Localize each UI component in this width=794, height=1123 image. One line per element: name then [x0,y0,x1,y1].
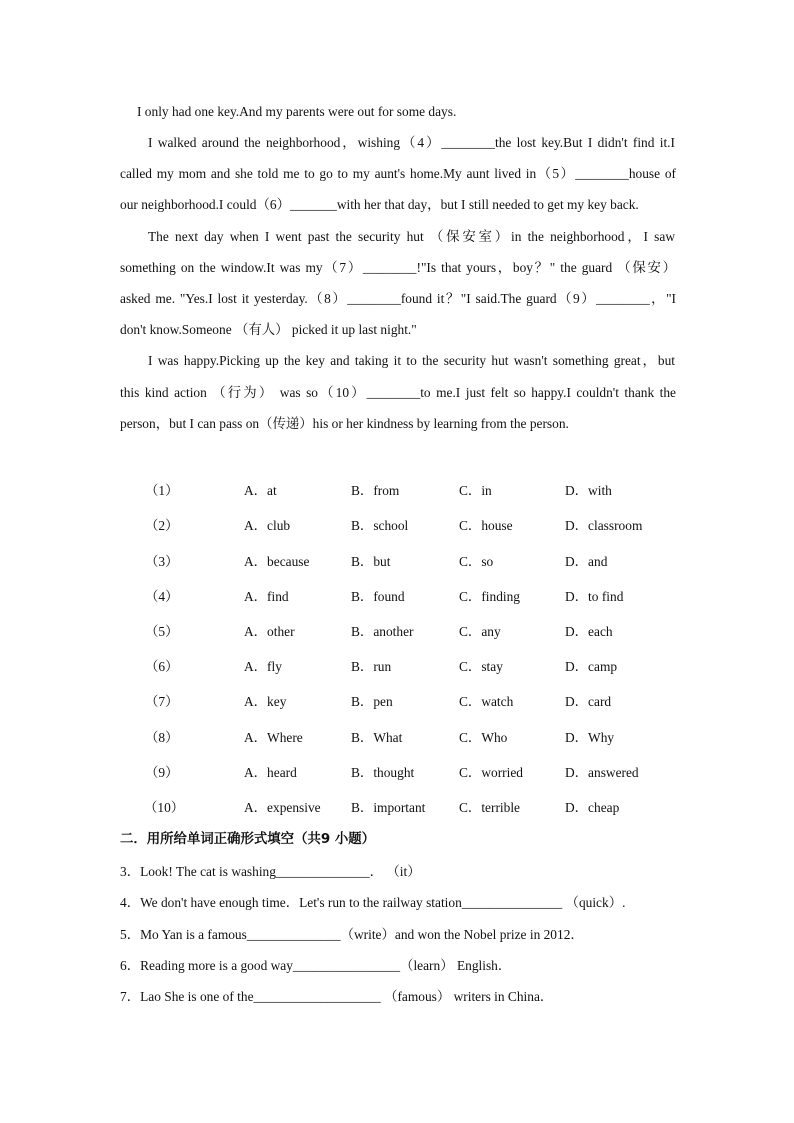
option-d[interactable]: D．with [565,483,612,498]
option-b[interactable]: B．but [351,554,391,569]
question-number: （5） [145,624,179,639]
option-row [0,586,794,604]
question-number: （2） [145,518,179,533]
option-c[interactable]: C．in [459,483,492,498]
question-number: （10） [144,800,185,815]
option-c[interactable]: C．finding [459,589,521,604]
option-row [0,762,794,780]
option-row [0,551,794,569]
option-b[interactable]: B．from [351,483,400,498]
passage-line: don't know.Someone （有人） picked it up last night." [120,322,417,337]
option-a[interactable]: A．club [244,518,291,533]
passage-line: something on the window.It was my（7）________!"Is that yours，boy？" the guard （保安） [120,260,676,275]
option-c[interactable]: C．any [459,624,501,639]
option-c[interactable]: C．terrible [459,800,520,815]
option-a[interactable]: A．key [244,694,287,709]
option-row [0,480,794,498]
option-a[interactable]: A．at [244,483,277,498]
option-c[interactable]: C．house [459,518,513,533]
option-a[interactable]: A．other [244,624,295,639]
option-c[interactable]: C．stay [459,659,503,674]
option-a[interactable]: A．heard [244,765,297,780]
option-a[interactable]: A．because [244,554,310,569]
option-b[interactable]: B．important [351,800,426,815]
fill-question: 3．Look! The cat is washing______________． （it） [120,864,421,879]
option-d[interactable]: D．to find [565,589,624,604]
passage-line: I only had one key.And my parents were out for some days. [137,104,457,119]
option-a[interactable]: A．expensive [244,800,321,815]
option-row [0,691,794,709]
option-row [0,797,794,815]
option-d[interactable]: D．camp [565,659,618,674]
option-c[interactable]: C．so [459,554,494,569]
question-number: （6） [145,659,179,674]
option-d[interactable]: D．each [565,624,613,639]
option-row [0,727,794,745]
section-title: 二．用所给单词正确形式填空（共9 小题） [120,832,376,847]
option-b[interactable]: B．school [351,518,409,533]
question-number: （3） [145,554,179,569]
option-d[interactable]: D．classroom [565,518,643,533]
option-b[interactable]: B．thought [351,765,415,780]
passage-line: The next day when I went past the security hut （保安室）in the neighborhood，I saw [148,229,675,244]
option-a[interactable]: A．find [244,589,289,604]
option-d[interactable]: D．card [565,694,612,709]
option-d[interactable]: D．answered [565,765,639,780]
option-c[interactable]: C．worried [459,765,523,780]
passage-line: called my mom and she told me to go to my aunt's home.My aunt lived in（5）________house of [120,166,676,181]
fill-question: 5．Mo Yan is a famous______________（write）and won the Nobel prize in 2012． [120,927,584,942]
option-b[interactable]: B．found [351,589,405,604]
option-row [0,515,794,533]
option-d[interactable]: D．Why [565,730,615,745]
passage-line: our neighborhood.I could（6）_______with her that day，but I still needed to get my key back. [120,197,639,212]
passage-line: person，but I can pass on（传递）his or her kindness by learning from the person. [120,416,569,431]
option-b[interactable]: B．What [351,730,403,745]
option-row [0,656,794,674]
question-number: （4） [145,589,179,604]
option-a[interactable]: A．fly [244,659,282,674]
option-b[interactable]: B．another [351,624,414,639]
option-d[interactable]: D．and [565,554,608,569]
passage-line: this kind action （行为） was so（10）________to me.I just felt so happy.I couldn't thank the [120,385,676,400]
option-b[interactable]: B．run [351,659,392,674]
fill-question: 4．We don't have enough time．Let's run to the railway station_______________ （quick）. [120,895,626,910]
passage-line: I was happy.Picking up the key and taking it to the security hut wasn't something great，but [148,353,675,368]
question-number: （9） [145,765,179,780]
passage-line: I walked around the neighborhood，wishing（4）________the lost key.But I didn't find it.I [148,135,675,150]
option-row [0,621,794,639]
option-a[interactable]: A．Where [244,730,303,745]
fill-question: 7．Lao She is one of the___________________ （famous） writers in China． [120,989,554,1004]
option-c[interactable]: C．watch [459,694,514,709]
question-number: （7） [145,694,179,709]
option-b[interactable]: B．pen [351,694,393,709]
option-d[interactable]: D．cheap [565,800,620,815]
question-number: （1） [145,483,179,498]
fill-question: 6．Reading more is a good way________________（learn） English． [120,958,512,973]
question-number: （8） [145,730,179,745]
passage-line: asked me. "Yes.I lost it yesterday.（8）________found it？"I said.The guard（9）________，"I [120,291,676,306]
option-c[interactable]: C．Who [459,730,508,745]
